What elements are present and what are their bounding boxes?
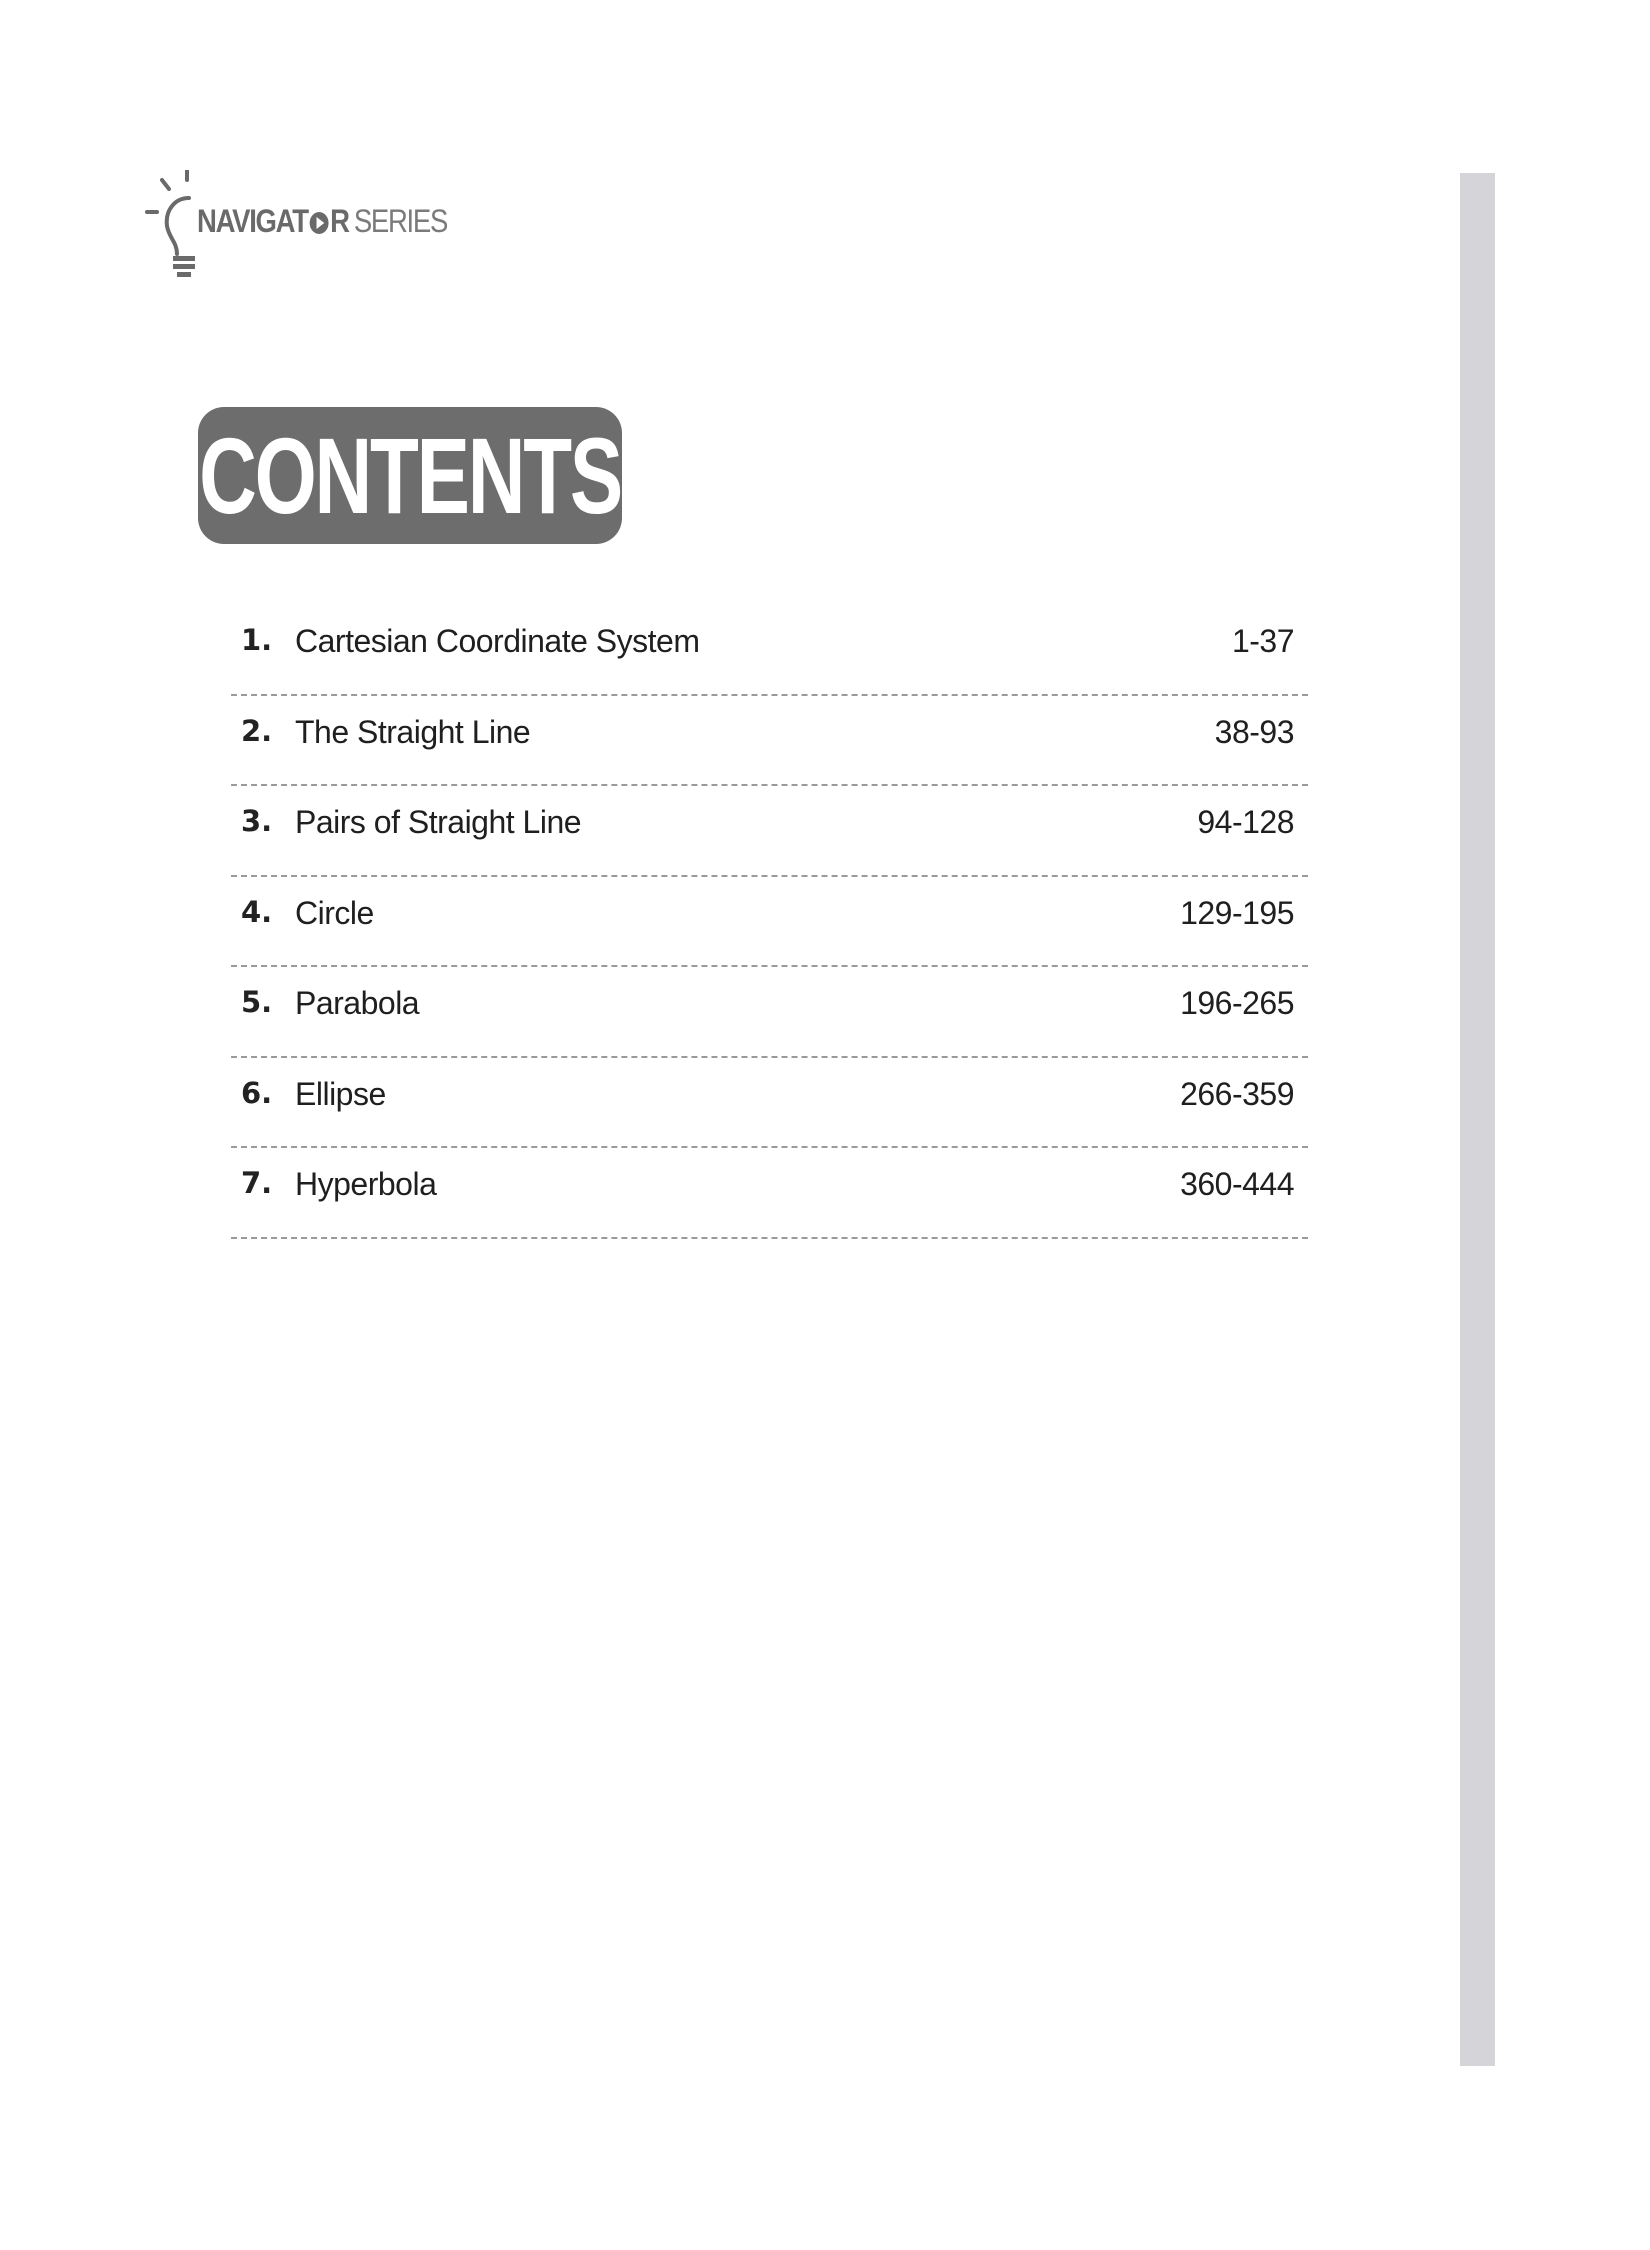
toc-entry-number: 5. [241, 985, 273, 1019]
toc-entry-7[interactable] [231, 1148, 1308, 1239]
toc-entry-pages: 1-37 [1231, 623, 1294, 659]
contents-heading [198, 407, 622, 544]
toc-entry-pages: 94-128 [1197, 804, 1294, 840]
lightbulb-icon [145, 170, 205, 280]
toc-entry-title: Pairs of Straight Line [295, 804, 582, 840]
logo-series-text: SERIES [353, 203, 448, 239]
logo-wordmark [197, 203, 447, 243]
toc-entry-4[interactable] [231, 877, 1308, 968]
logo-brand-part1: NAVIGAT [197, 203, 308, 239]
toc-entry-5[interactable] [231, 967, 1308, 1058]
toc-entry-number: 2. [241, 713, 273, 748]
toc-entry-6[interactable] [231, 1058, 1308, 1149]
toc-entry-title: The Straight Line [295, 713, 531, 750]
toc-entry-number: 1. [241, 623, 273, 657]
toc-entry-pages: 360-444 [1180, 1166, 1294, 1202]
toc-entry-1[interactable] [231, 605, 1308, 696]
navigator-series-logo [145, 170, 485, 280]
toc-entry-number: 3. [241, 804, 273, 838]
page-side-bar [1460, 173, 1495, 2066]
toc-entry-number: 7. [241, 1166, 273, 1200]
toc-entry-2[interactable] [231, 696, 1308, 787]
toc-entry-pages: 196-265 [1180, 985, 1294, 1021]
toc-entry-title: Ellipse [295, 1075, 386, 1112]
toc-entry-3[interactable] [231, 786, 1308, 877]
logo-brand-part2: R [330, 203, 349, 239]
toc-entry-pages: 38-93 [1214, 713, 1294, 750]
play-icon [309, 206, 330, 243]
toc-entry-title: Cartesian Coordinate System [295, 623, 700, 659]
table-of-contents [231, 605, 1308, 1239]
toc-entry-title: Circle [295, 894, 374, 931]
toc-entry-title: Hyperbola [295, 1166, 437, 1202]
toc-entry-number: 4. [241, 894, 273, 929]
toc-entry-title: Parabola [295, 985, 420, 1021]
toc-entry-number: 6. [241, 1075, 273, 1110]
toc-entry-pages: 129-195 [1180, 894, 1294, 931]
toc-entry-pages: 266-359 [1180, 1075, 1294, 1112]
contents-heading-text: CONTENTS [199, 415, 621, 536]
